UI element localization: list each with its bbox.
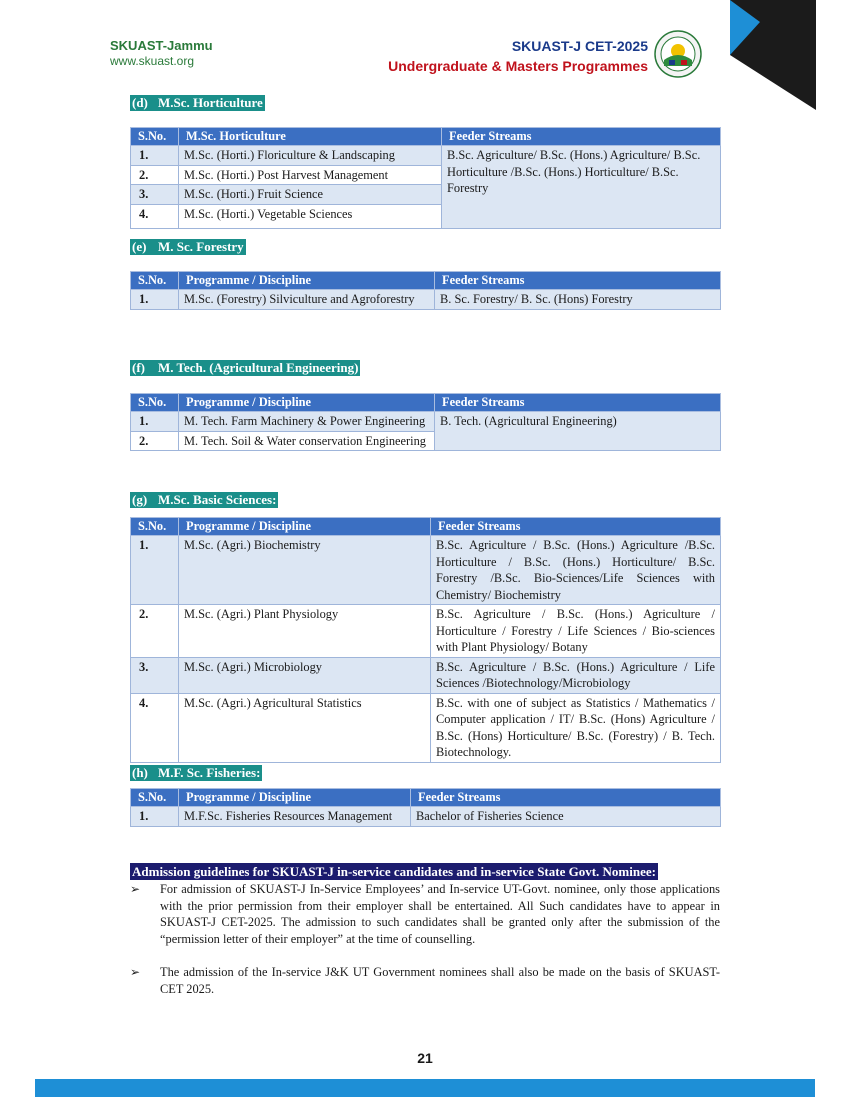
section-tag: (h) [132,765,148,780]
section-title-text: M.Sc. Basic Sciences: [158,492,277,507]
section-title-forestry [130,239,246,255]
header-right [388,38,648,74]
feeder-streams: Bachelor of Fisheries Science [411,807,721,827]
section-title-agri-engineering [130,360,360,376]
section-title-fisheries [130,765,262,781]
feeder-streams: B.Sc. with one of subject as Statistics / Mathematics / Computer application / IT/ B.Sc. (Hons) Agriculture / B.Sc. (Hons) Horticulture/ B.Sc. (Forestry) / B. Tech. Biotechnology. [431,693,721,762]
table-forestry [130,271,721,310]
table-basic-sciences [130,517,721,763]
corner-decoration [730,0,816,110]
table-row [131,605,721,658]
feeder-streams: B.Sc. Agriculture / B.Sc. (Hons.) Agriculture / Life Sciences /Biotechnology/Microbiology [431,657,721,693]
arrowhead-bullet-icon: ➢ [130,965,141,979]
section-title-horticulture [130,95,265,111]
programme-name: M.Sc. (Agri.) Plant Physiology [179,605,431,658]
column-header-feeder: Feeder Streams [442,128,721,146]
programme-name: M.Sc. (Agri.) Microbiology [179,657,431,693]
guideline-text: For admission of SKUAST-J In-Service Employees’ and In-service UT-Govt. nominee, only those applications with the prior permission from their employer shall be entertained. All Such candidates have to appear in SKUAST-J CET-2025. The admission to such candidates shall be granted only after the submission of the “permission letter of their employer” at the time of counselling. [160,882,720,946]
column-header-sno: S.No. [131,789,179,807]
serial-number: 1. [131,146,179,166]
column-header-sno: S.No. [131,394,179,412]
serial-number: 2. [131,165,179,185]
arrowhead-bullet-icon: ➢ [130,882,141,896]
table-agri-engineering [130,393,721,451]
table-fisheries [130,788,721,827]
serial-number: 2. [131,431,179,451]
column-header-sno: S.No. [131,518,179,536]
serial-number: 1. [131,807,179,827]
serial-number: 1. [131,412,179,432]
programme-name: M.Sc. (Horti.) Floriculture & Landscaping [179,146,442,166]
feeder-streams: B.Sc. Agriculture / B.Sc. (Hons.) Agriculture /B.Sc. Horticulture / B.Sc. (Hons.) Horticulture/ B.Sc. Forestry /B.Sc. Bio-Sciences/Life Sciences with Chemistry/ Biochemistry [431,536,721,605]
programme-name: M. Tech. Soil & Water conservation Engineering [179,431,435,451]
programme-name: M.Sc. (Horti.) Vegetable Sciences [179,204,442,228]
section-title-text: M.F. Sc. Fisheries: [158,765,261,780]
column-header-feeder: Feeder Streams [411,789,721,807]
column-header-sno: S.No. [131,128,179,146]
column-header-feeder: Feeder Streams [435,394,721,412]
exam-title: SKUAST-J CET-2025 [511,38,648,54]
section-tag: (d) [132,95,148,110]
footer-bar [35,1079,815,1097]
feeder-streams: B. Sc. Forestry/ B. Sc. (Hons) Forestry [435,290,721,310]
column-header-sno: S.No. [131,272,179,290]
section-tag: (e) [132,239,147,254]
serial-number: 4. [131,693,179,762]
section-title-text: M. Sc. Forestry [158,239,244,254]
table-row [131,536,721,605]
serial-number: 3. [131,185,179,205]
section-tag: (f) [132,360,145,375]
university-seal-icon [654,30,702,78]
header-left [110,38,213,68]
column-header-feeder: Feeder Streams [435,272,721,290]
table-row [131,693,721,762]
serial-number: 3. [131,657,179,693]
column-header-programme: M.Sc. Horticulture [179,128,442,146]
section-title-text: M.Sc. Horticulture [158,95,263,110]
feeder-streams: B.Sc. Agriculture/ B.Sc. (Hons.) Agriculture/ B.Sc. Horticulture /B.Sc. (Hons.) Horticulture/ B.Sc. Forestry [442,146,721,229]
column-header-programme: Programme / Discipline [179,789,411,807]
programme-name: M. Tech. Farm Machinery & Power Engineering [179,412,435,432]
serial-number: 4. [131,204,179,228]
guideline-text: The admission of the In-service J&K UT Government nominees shall also be made on the basis of SKUAST-CET 2025. [160,965,720,996]
programmes-title: Undergraduate & Masters Programmes [388,58,648,74]
table-row [131,146,721,166]
serial-number: 1. [131,536,179,605]
column-header-programme: Programme / Discipline [179,394,435,412]
programme-name: M.Sc. (Agri.) Biochemistry [179,536,431,605]
programme-name: M.Sc. (Forestry) Silviculture and Agroforestry [179,290,435,310]
guideline-item [130,964,720,997]
table-row [131,657,721,693]
serial-number: 2. [131,605,179,658]
page-number: 21 [417,1050,433,1066]
column-header-programme: Programme / Discipline [179,272,435,290]
org-name: SKUAST-Jammu [110,38,213,53]
programme-name: M.F.Sc. Fisheries Resources Management [179,807,411,827]
table-row [131,412,721,432]
table-row [131,290,721,310]
section-tag: (g) [132,492,148,507]
guidelines-title: Admission guidelines for SKUAST-J in-service candidates and in-service State Govt. Nominee: [132,864,656,879]
programme-name: M.Sc. (Horti.) Fruit Science [179,185,442,205]
table-row [131,807,721,827]
section-title-text: M. Tech. (Agricultural Engineering) [158,360,359,375]
programme-name: M.Sc. (Agri.) Agricultural Statistics [179,693,431,762]
table-horticulture [130,127,721,229]
guideline-item [130,881,720,947]
programme-name: M.Sc. (Horti.) Post Harvest Management [179,165,442,185]
serial-number: 1. [131,290,179,310]
website-link[interactable]: www.skuast.org [110,54,195,68]
feeder-streams: B.Sc. Agriculture / B.Sc. (Hons.) Agriculture / Horticulture / Forestry / Life Sciences / Bio-sciences with Plant Physiology/ Botany [431,605,721,658]
section-title-basic-sciences [130,492,278,508]
feeder-streams: B. Tech. (Agricultural Engineering) [435,412,721,451]
column-header-feeder: Feeder Streams [431,518,721,536]
column-header-programme: Programme / Discipline [179,518,431,536]
